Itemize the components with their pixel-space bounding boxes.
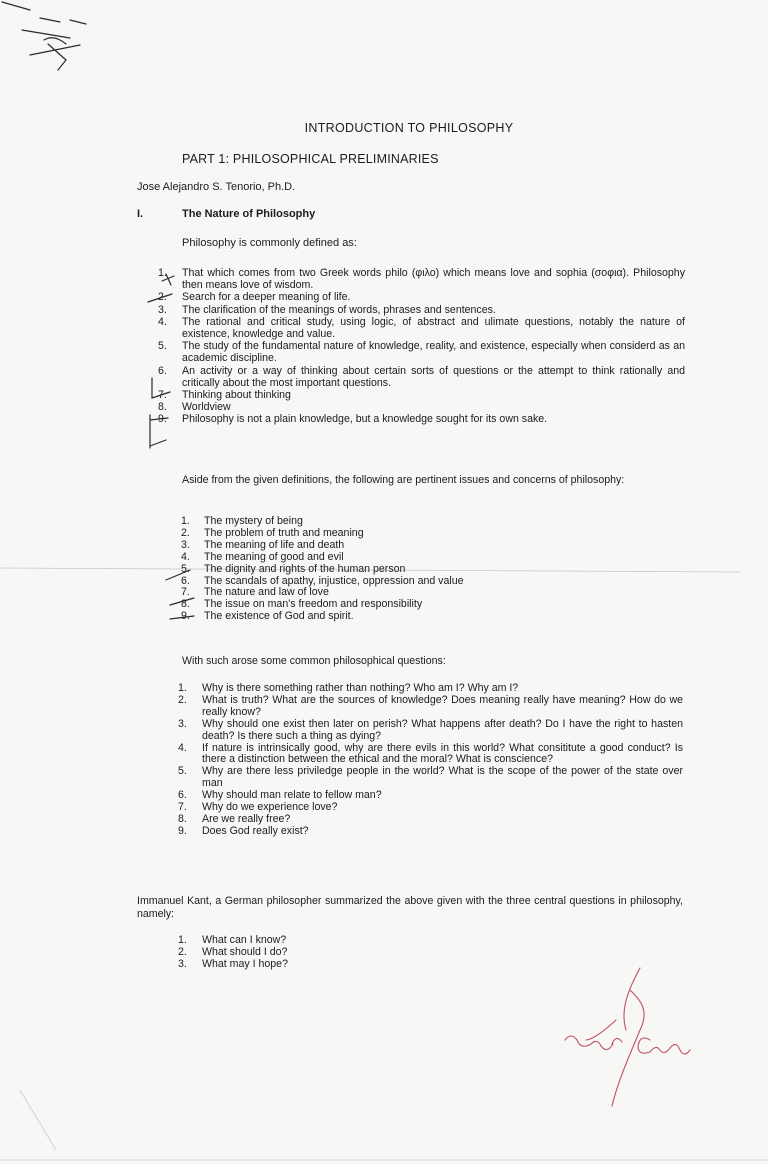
list-item: 8. The issue on man's freedom and responsibility (181, 598, 423, 611)
list-item: 1. That which comes from two Greek words philo (φιλο) which means love and sophia (σοφια). Philosophy then means love of wisdom. (158, 267, 685, 292)
list-item: 8. Are we really free? (178, 812, 291, 825)
kant-intro: Immanuel Kant, a German philosopher summarized the above given with the three central questions in philosophy, namely: (137, 895, 683, 920)
list-item: 1. What can I know? (178, 934, 287, 946)
list-item: 5. The dignity and rights of the human person (181, 562, 406, 575)
list-item: 5. Why are there less priviledge people in the world? What is the scope of the power of the state over man (178, 765, 683, 790)
list-item: 7. Thinking about thinking (158, 389, 291, 402)
issues-intro: Aside from the given definitions, the following are pertinent issues and concerns of philosophy: (182, 474, 625, 486)
list-item: 6. Why should man relate to fellow man? (178, 789, 382, 802)
list-item: 5. The study of the fundamental nature of knowledge, reality, and existence, especially when considerd as an academic discipline. (158, 340, 685, 365)
list-item: 6. The scandals of apathy, injustice, oppression and value (181, 574, 464, 587)
definitions-list (155, 267, 685, 426)
questions-intro: With such arose some common philosophical questions: (182, 655, 446, 667)
list-item: 8. Worldview (158, 401, 231, 414)
issues-list (178, 516, 618, 623)
list-item: 7. Why do we experience love? (178, 801, 338, 814)
list-item: 1. Why is there something rather than nothing? Who am I? Why am I? (178, 682, 519, 694)
list-item: 9. Philosophy is not a plain knowledge, but a knowledge sought for its own sake. (158, 413, 548, 426)
list-item: 2. The problem of truth and meaning (181, 526, 364, 539)
section-title: The Nature of Philosophy (182, 208, 316, 220)
list-item: 2. What should I do? (178, 946, 288, 958)
list-item: 7. The nature and law of love (181, 586, 329, 599)
corner-scribble (2, 2, 86, 70)
list-item: 3. Why should one exist then later on perish? What happens after death? Do I have the right to hasten death? Is there such a thing as dying? (178, 717, 683, 742)
bottom-fold-line (20, 1090, 56, 1150)
list-item: 1. The mystery of being (181, 515, 303, 527)
section-number: I. (137, 208, 144, 220)
author-line: Jose Alejandro S. Tenorio, Ph.D. (137, 181, 296, 193)
list-item: 3. What may I hope? (178, 958, 288, 970)
list-item: 4. The rational and critical study, using logic, of abstract and ulimate questions, notably the nature of existence, knowledge and value. (158, 315, 685, 341)
list-item: 2. Search for a deeper meaning of life. (158, 291, 351, 304)
part-heading: PART 1: PHILOSOPHICAL PRELIMINARIES (182, 152, 439, 166)
list-item: 3. The clarification of the meanings of words, phrases and sentences. (158, 303, 496, 316)
document-title: INTRODUCTION TO PHILOSOPHY (304, 121, 514, 135)
list-item: 6. An activity or a way of thinking about certain sorts of questions or the attempt to think rationally and critically about the most important questions. (158, 364, 685, 389)
questions-list (175, 683, 683, 838)
list-item: 4. If nature is intrinsically good, why are there evils in this world? What consititute a good conduct? Is there a distinction between the ethical and the moral? What is conscience? (178, 741, 683, 766)
list-item: 4. The meaning of good and evil (181, 550, 344, 563)
list-item: 9. The existence of God and spirit. (181, 610, 354, 623)
list-item: 9. Does God really exist? (178, 824, 309, 837)
list-item: 3. The meaning of life and death (181, 538, 345, 551)
list-item: 2. What is truth? What are the sources of knowledge? Does meaning really have meaning? How do we really know? (178, 693, 683, 718)
definitions-intro: Philosophy is commonly defined as: (182, 237, 357, 249)
signature (565, 968, 690, 1106)
kant-questions-list (175, 934, 475, 970)
